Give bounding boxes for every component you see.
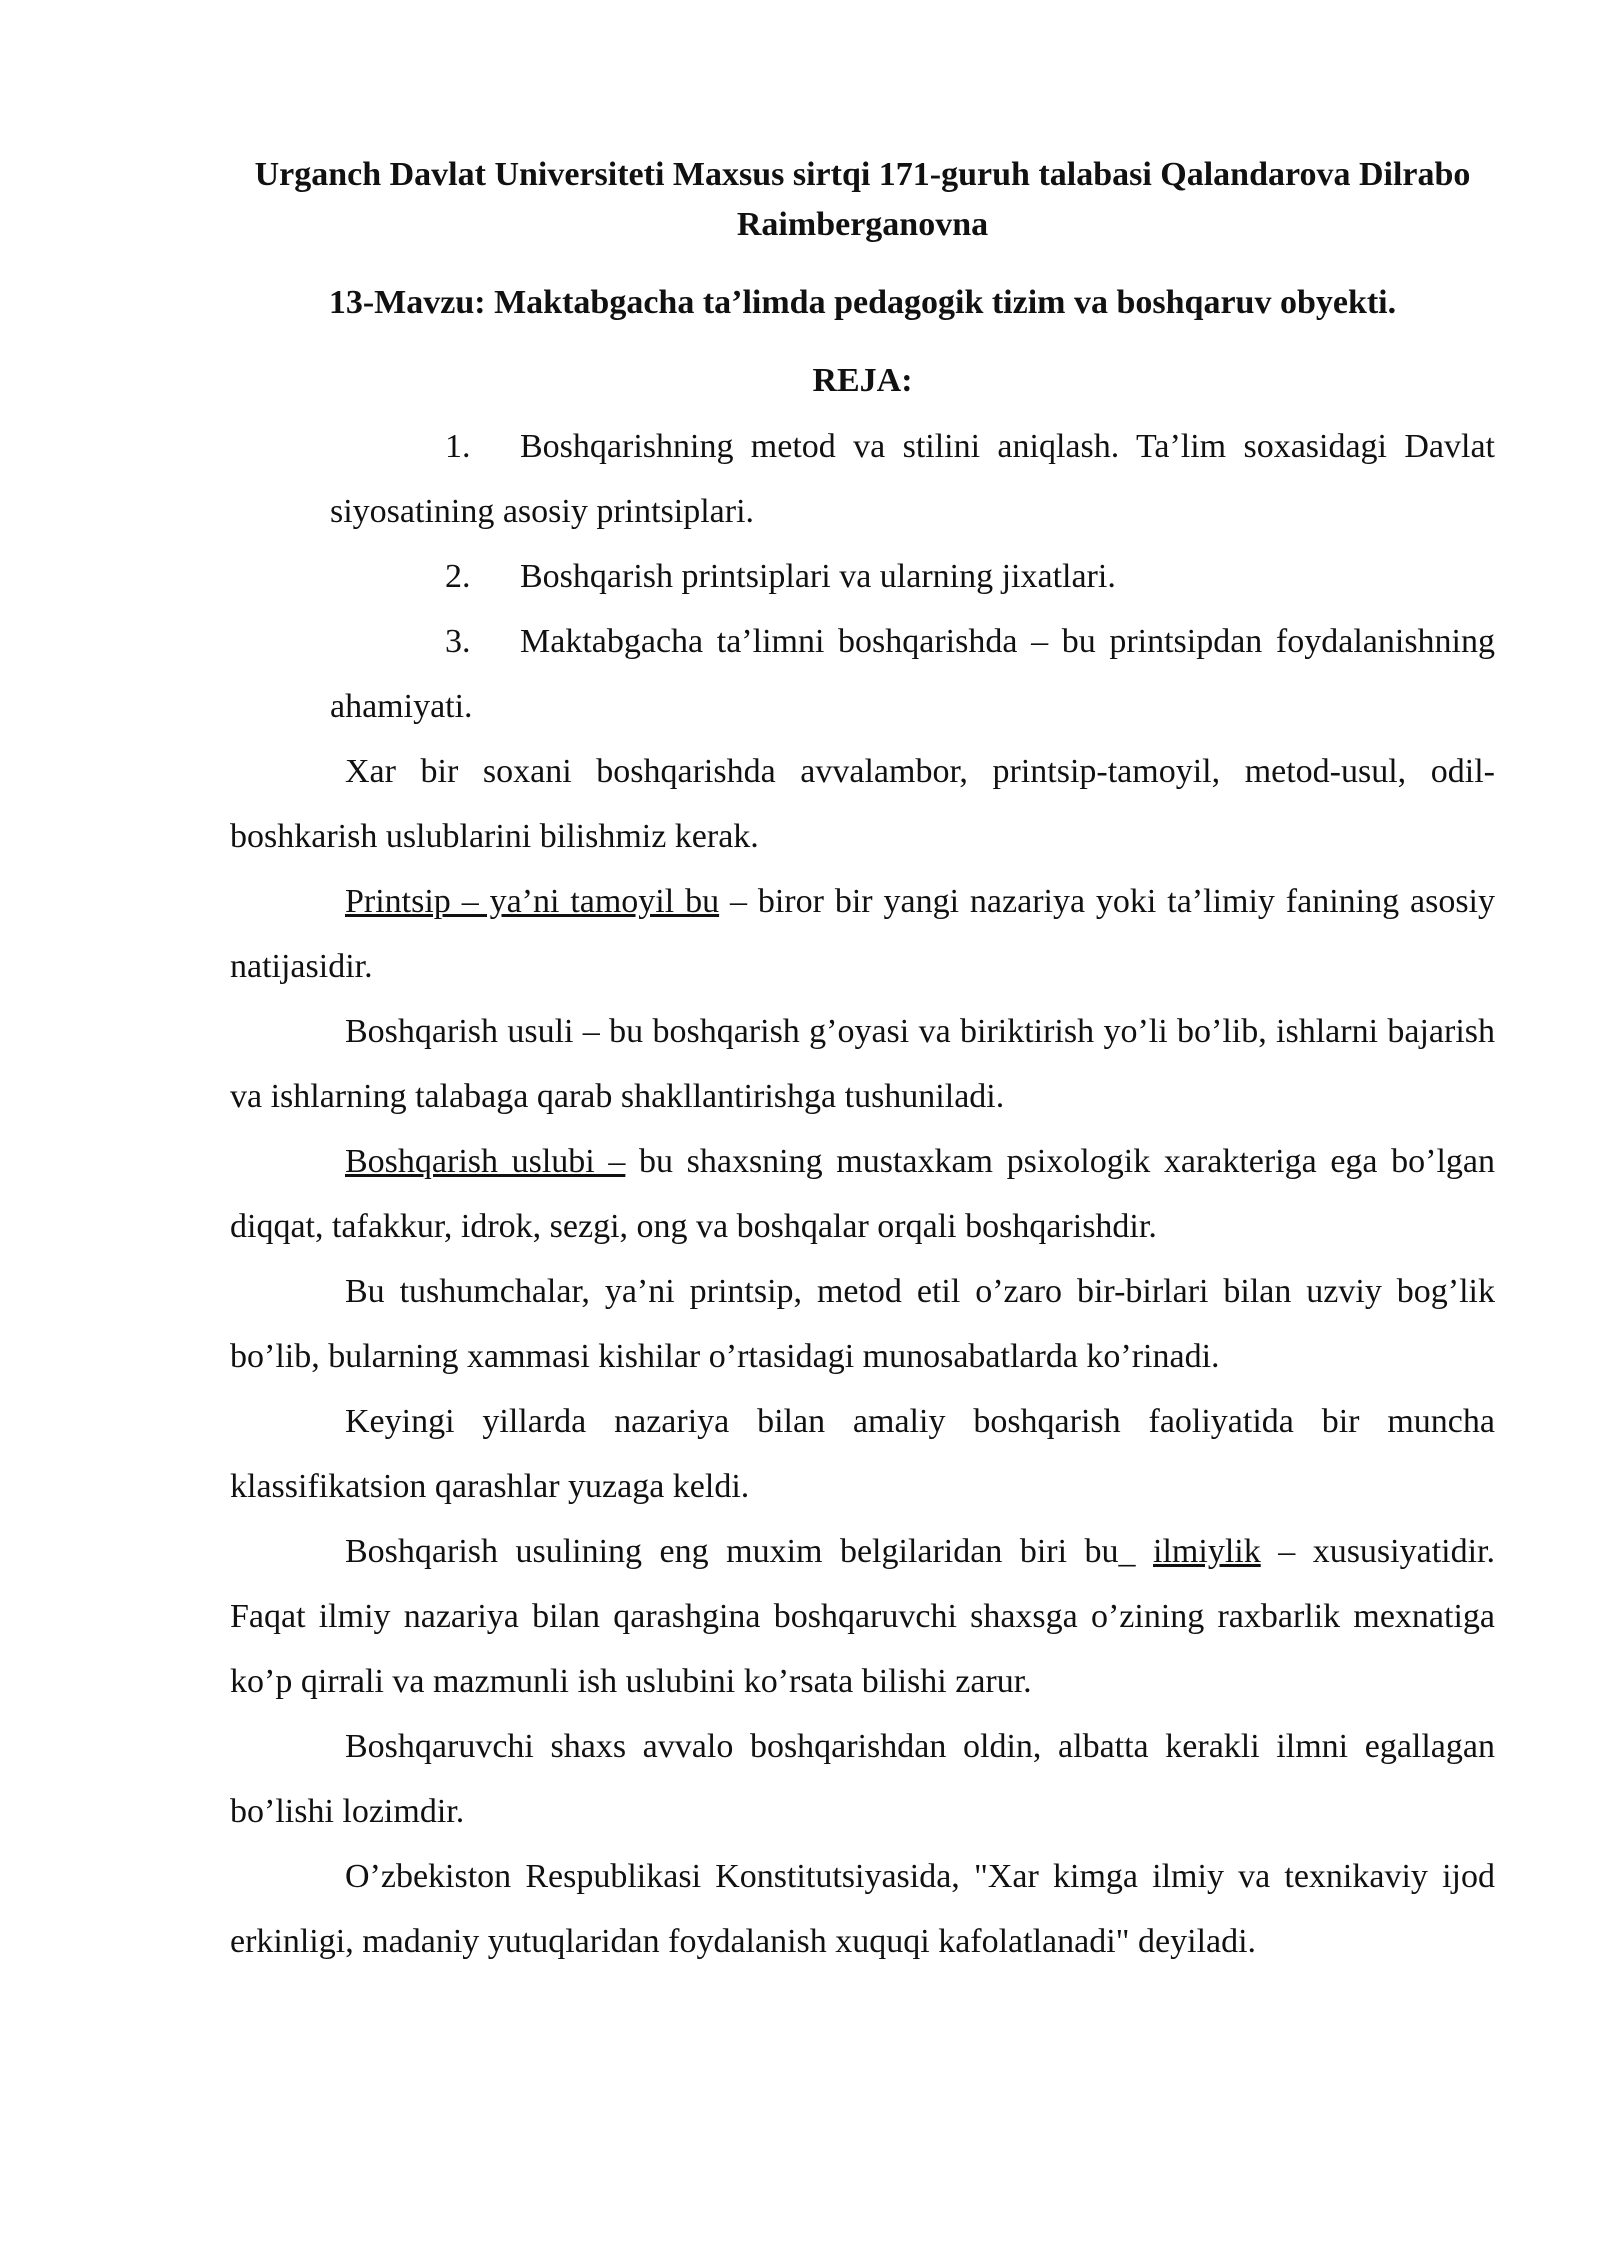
style-term: Boshqarish uslubi –: [345, 1143, 626, 1180]
paragraph-management-method: Boshqarish usuli – bu boshqarish g’oyasi va biriktirish yo’li bo’lib, ishlarni bajarish va ishlarning talabaga qarab shakllantirishga tushuniladi.: [230, 1013, 1495, 1115]
plan-item-number: 2.: [445, 558, 471, 595]
plan-list: [230, 414, 1495, 739]
plan-item-text: Boshqarishning metod va stilini aniqlash. Ta’lim soxasidagi Davlat siyosatining asosiy printsiplari.: [330, 428, 1495, 530]
paragraph-recent-years: Keyingi yillarda nazariya bilan amaliy boshqarish faoliyatida bir muncha klassifikatsion qarashlar yuzaga keldi.: [230, 1403, 1495, 1505]
style-definition-text: bu shaxsning mustaxkam psixologik xarakteriga ega bo’lgan diqqat, tafakkur, idrok, sezgi, ong va boshqalar orqali boshqarishdir.: [230, 1143, 1496, 1245]
paragraph-concepts-relation: Bu tushumchalar, ya’ni printsip, metod etil o’zaro bir-birlari bilan uzviy bog’lik bo’lib, bularning xammasi kishilar o’rtasidagi munosabatlarda ko’rinadi.: [230, 1273, 1495, 1375]
plan-item: [330, 414, 1495, 544]
scientific-feature-lead: Boshqarish usulining eng muxim belgilaridan biri bu_: [345, 1533, 1154, 1570]
paragraph-constitution: O’zbekiston Respublikasi Konstitutsiyasida, "Xar kimga ilmiy va texnikaviy ijod erkinligi, madaniy yutuqlaridan foydalanish xuquqi kafolatlanadi" deyiladi.: [230, 1858, 1495, 1960]
plan-item-text: Maktabgacha ta’limni boshqarishda – bu printsipdan foydalanishning ahamiyati.: [330, 623, 1495, 725]
paragraph-manager-knowledge: Boshqaruvchi shaxs avvalo boshqarishdan oldin, albatta kerakli ilmni egallagan bo’lishi lozimdir.: [230, 1728, 1495, 1830]
paragraph-principle-definition: [230, 869, 1495, 999]
scientific-term: ilmiylik: [1153, 1533, 1261, 1570]
paragraph-management-basics: Xar bir soxani boshqarishda avvalambor, printsip-tamoyil, metod-usul, odil-boshkarish uslublarini bilishmiz kerak.: [230, 753, 1495, 855]
principle-definition-text: – biror bir yangi nazariya yoki ta’limiy fanining asosiy natijasidir.: [230, 883, 1495, 985]
plan-item: [330, 544, 1495, 609]
topic-title: 13-Mavzu: Maktabgacha ta’limda pedagogik tizim va boshqaruv obyekti.: [328, 284, 1397, 321]
plan-item-text: Boshqarish printsiplari va ularning jixatlari.: [520, 558, 1116, 595]
plan-item-number: 3.: [445, 623, 471, 660]
plan-heading: REJA:: [812, 362, 913, 399]
document-header: Urganch Davlat Universiteti Maxsus sirtqi 171-guruh talabasi Qalandarova Dilrabo Raimberganovna: [254, 156, 1471, 243]
principle-term: Printsip – ya’ni tamoyil bu: [345, 883, 720, 920]
paragraph-management-style: [230, 1129, 1495, 1259]
paragraph-scientific-feature: [230, 1519, 1495, 1714]
scientific-feature-text: – xususiyatidir. Faqat ilmiy nazariya bilan qarashgina boshqaruvchi shaxsga o’zining raxbarlik mexnatiga ko’p qirrali va mazmunli ish uslubini ko’rsata bilishi zarur.: [230, 1533, 1495, 1700]
plan-item-number: 1.: [445, 428, 471, 465]
plan-item: [330, 609, 1495, 739]
